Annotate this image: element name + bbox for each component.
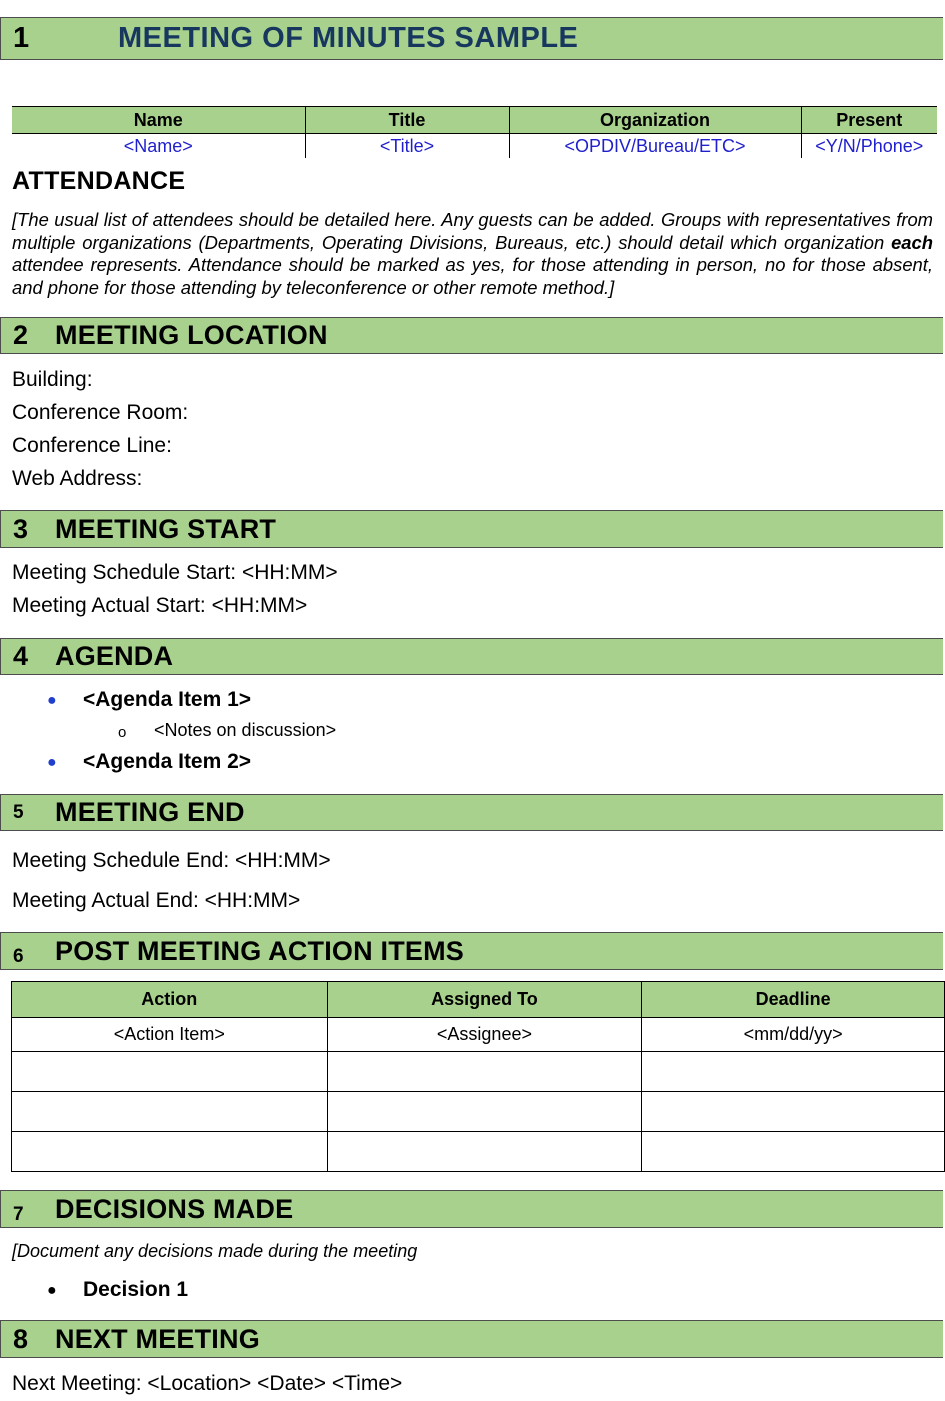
document-title: MEETING OF MINUTES SAMPLE <box>118 22 579 54</box>
column-header-organization: Organization <box>509 107 801 134</box>
attendance-note <box>12 209 933 299</box>
decision-item-1: Decision 1 <box>83 1278 189 1301</box>
cell-title[interactable]: <Title> <box>305 134 509 159</box>
section-title: DECISIONS MADE <box>55 1193 294 1224</box>
action-items-table <box>11 981 945 1172</box>
cell-assignee[interactable] <box>327 1052 642 1092</box>
cell-assignee[interactable] <box>327 1132 642 1172</box>
section-header-agenda <box>0 638 943 675</box>
hollow-bullet-icon: o <box>118 724 127 741</box>
cell-name[interactable]: <Name> <box>123 135 193 156</box>
section-title: NEXT MEETING <box>55 1323 260 1354</box>
cell-deadline[interactable] <box>642 1092 945 1132</box>
cell-action[interactable] <box>12 1092 328 1132</box>
column-header-name: Name <box>12 107 305 134</box>
table-row <box>12 1132 945 1172</box>
bullet-icon: ● <box>47 754 57 771</box>
location-conference-room: Conference Room: <box>12 401 189 424</box>
meeting-actual-start: Meeting Actual Start: <HH:MM> <box>12 594 308 617</box>
cell-assignee[interactable] <box>327 1092 642 1132</box>
table-header-row <box>12 107 937 134</box>
cell-deadline[interactable]: <mm/dd/yy> <box>642 1018 945 1052</box>
location-building: Building: <box>12 368 93 391</box>
attendance-note-part1: [The usual list of attendees should be detailed here. Any guests can be added. Groups with representatives from multiple organizations (Departments, Operating Divisions, Bureaus, etc.) should detail which organization <box>12 209 933 253</box>
meeting-actual-end: Meeting Actual End: <HH:MM> <box>12 889 301 912</box>
section-number: 5 <box>13 801 24 823</box>
section-title: MEETING END <box>55 797 245 827</box>
next-meeting-details: Next Meeting: <Location> <Date> <Time> <box>12 1372 403 1395</box>
cell-action[interactable] <box>12 1052 328 1092</box>
column-header-assigned-to: Assigned To <box>327 982 642 1018</box>
table-row <box>12 1092 945 1132</box>
section-header-next-meeting <box>0 1320 943 1358</box>
cell-assignee[interactable]: <Assignee> <box>327 1018 642 1052</box>
column-header-present: Present <box>801 107 937 134</box>
table-row <box>12 134 937 159</box>
cell-present[interactable]: <Y/N/Phone> <box>801 134 937 159</box>
attendance-table <box>12 106 937 158</box>
cell-organization[interactable]: <OPDIV/Bureau/ETC> <box>509 134 801 159</box>
bullet-icon: ● <box>47 1282 57 1299</box>
section-title: MEETING START <box>55 513 277 544</box>
section-header-location <box>0 317 943 354</box>
section-title: POST MEETING ACTION ITEMS <box>55 935 465 966</box>
column-header-title: Title <box>305 107 509 134</box>
section-title: AGENDA <box>55 641 174 671</box>
section-number: 8 <box>13 1323 29 1354</box>
attendance-heading: ATTENDANCE <box>12 167 186 195</box>
column-header-deadline: Deadline <box>642 982 945 1018</box>
cell-action[interactable] <box>12 1132 328 1172</box>
section-header-start <box>0 510 943 548</box>
section-number: 7 <box>13 1204 24 1225</box>
agenda-item-1-notes: <Notes on discussion> <box>154 720 337 740</box>
location-web-address: Web Address: <box>12 467 143 490</box>
location-conference-line: Conference Line: <box>12 434 172 457</box>
cell-action[interactable]: <Action Item> <box>12 1018 328 1052</box>
table-row <box>12 1052 945 1092</box>
table-header-row <box>12 982 945 1018</box>
section-number: 6 <box>13 946 24 967</box>
attendance-note-bold: each <box>891 231 933 253</box>
document-title-bar <box>0 17 943 60</box>
agenda-item-2: <Agenda Item 2> <box>83 750 252 773</box>
section-number: 4 <box>13 641 29 671</box>
cell-deadline[interactable] <box>642 1132 945 1172</box>
column-header-action: Action <box>12 982 328 1018</box>
meeting-schedule-start: Meeting Schedule Start: <HH:MM> <box>12 561 338 584</box>
attendance-note-part2: attendee represents. Attendance should be marked as yes, for those attending in person, no for those absent, and phone for those attending by teleconference or other remote method.] <box>12 254 933 298</box>
section-title: MEETING LOCATION <box>55 320 328 350</box>
decisions-note: [Document any decisions made during the meeting <box>12 1241 418 1261</box>
section-header-action-items <box>0 932 943 970</box>
table-row <box>12 1018 945 1052</box>
section-number: 3 <box>13 513 29 544</box>
cell-deadline[interactable] <box>642 1052 945 1092</box>
section-header-decisions <box>0 1190 943 1228</box>
agenda-item-1: <Agenda Item 1> <box>83 688 252 711</box>
section-number: 2 <box>13 320 29 350</box>
section-header-end <box>0 794 943 831</box>
meeting-schedule-end: Meeting Schedule End: <HH:MM> <box>12 849 331 872</box>
section-number: 1 <box>13 22 30 54</box>
bullet-icon: ● <box>47 692 57 709</box>
